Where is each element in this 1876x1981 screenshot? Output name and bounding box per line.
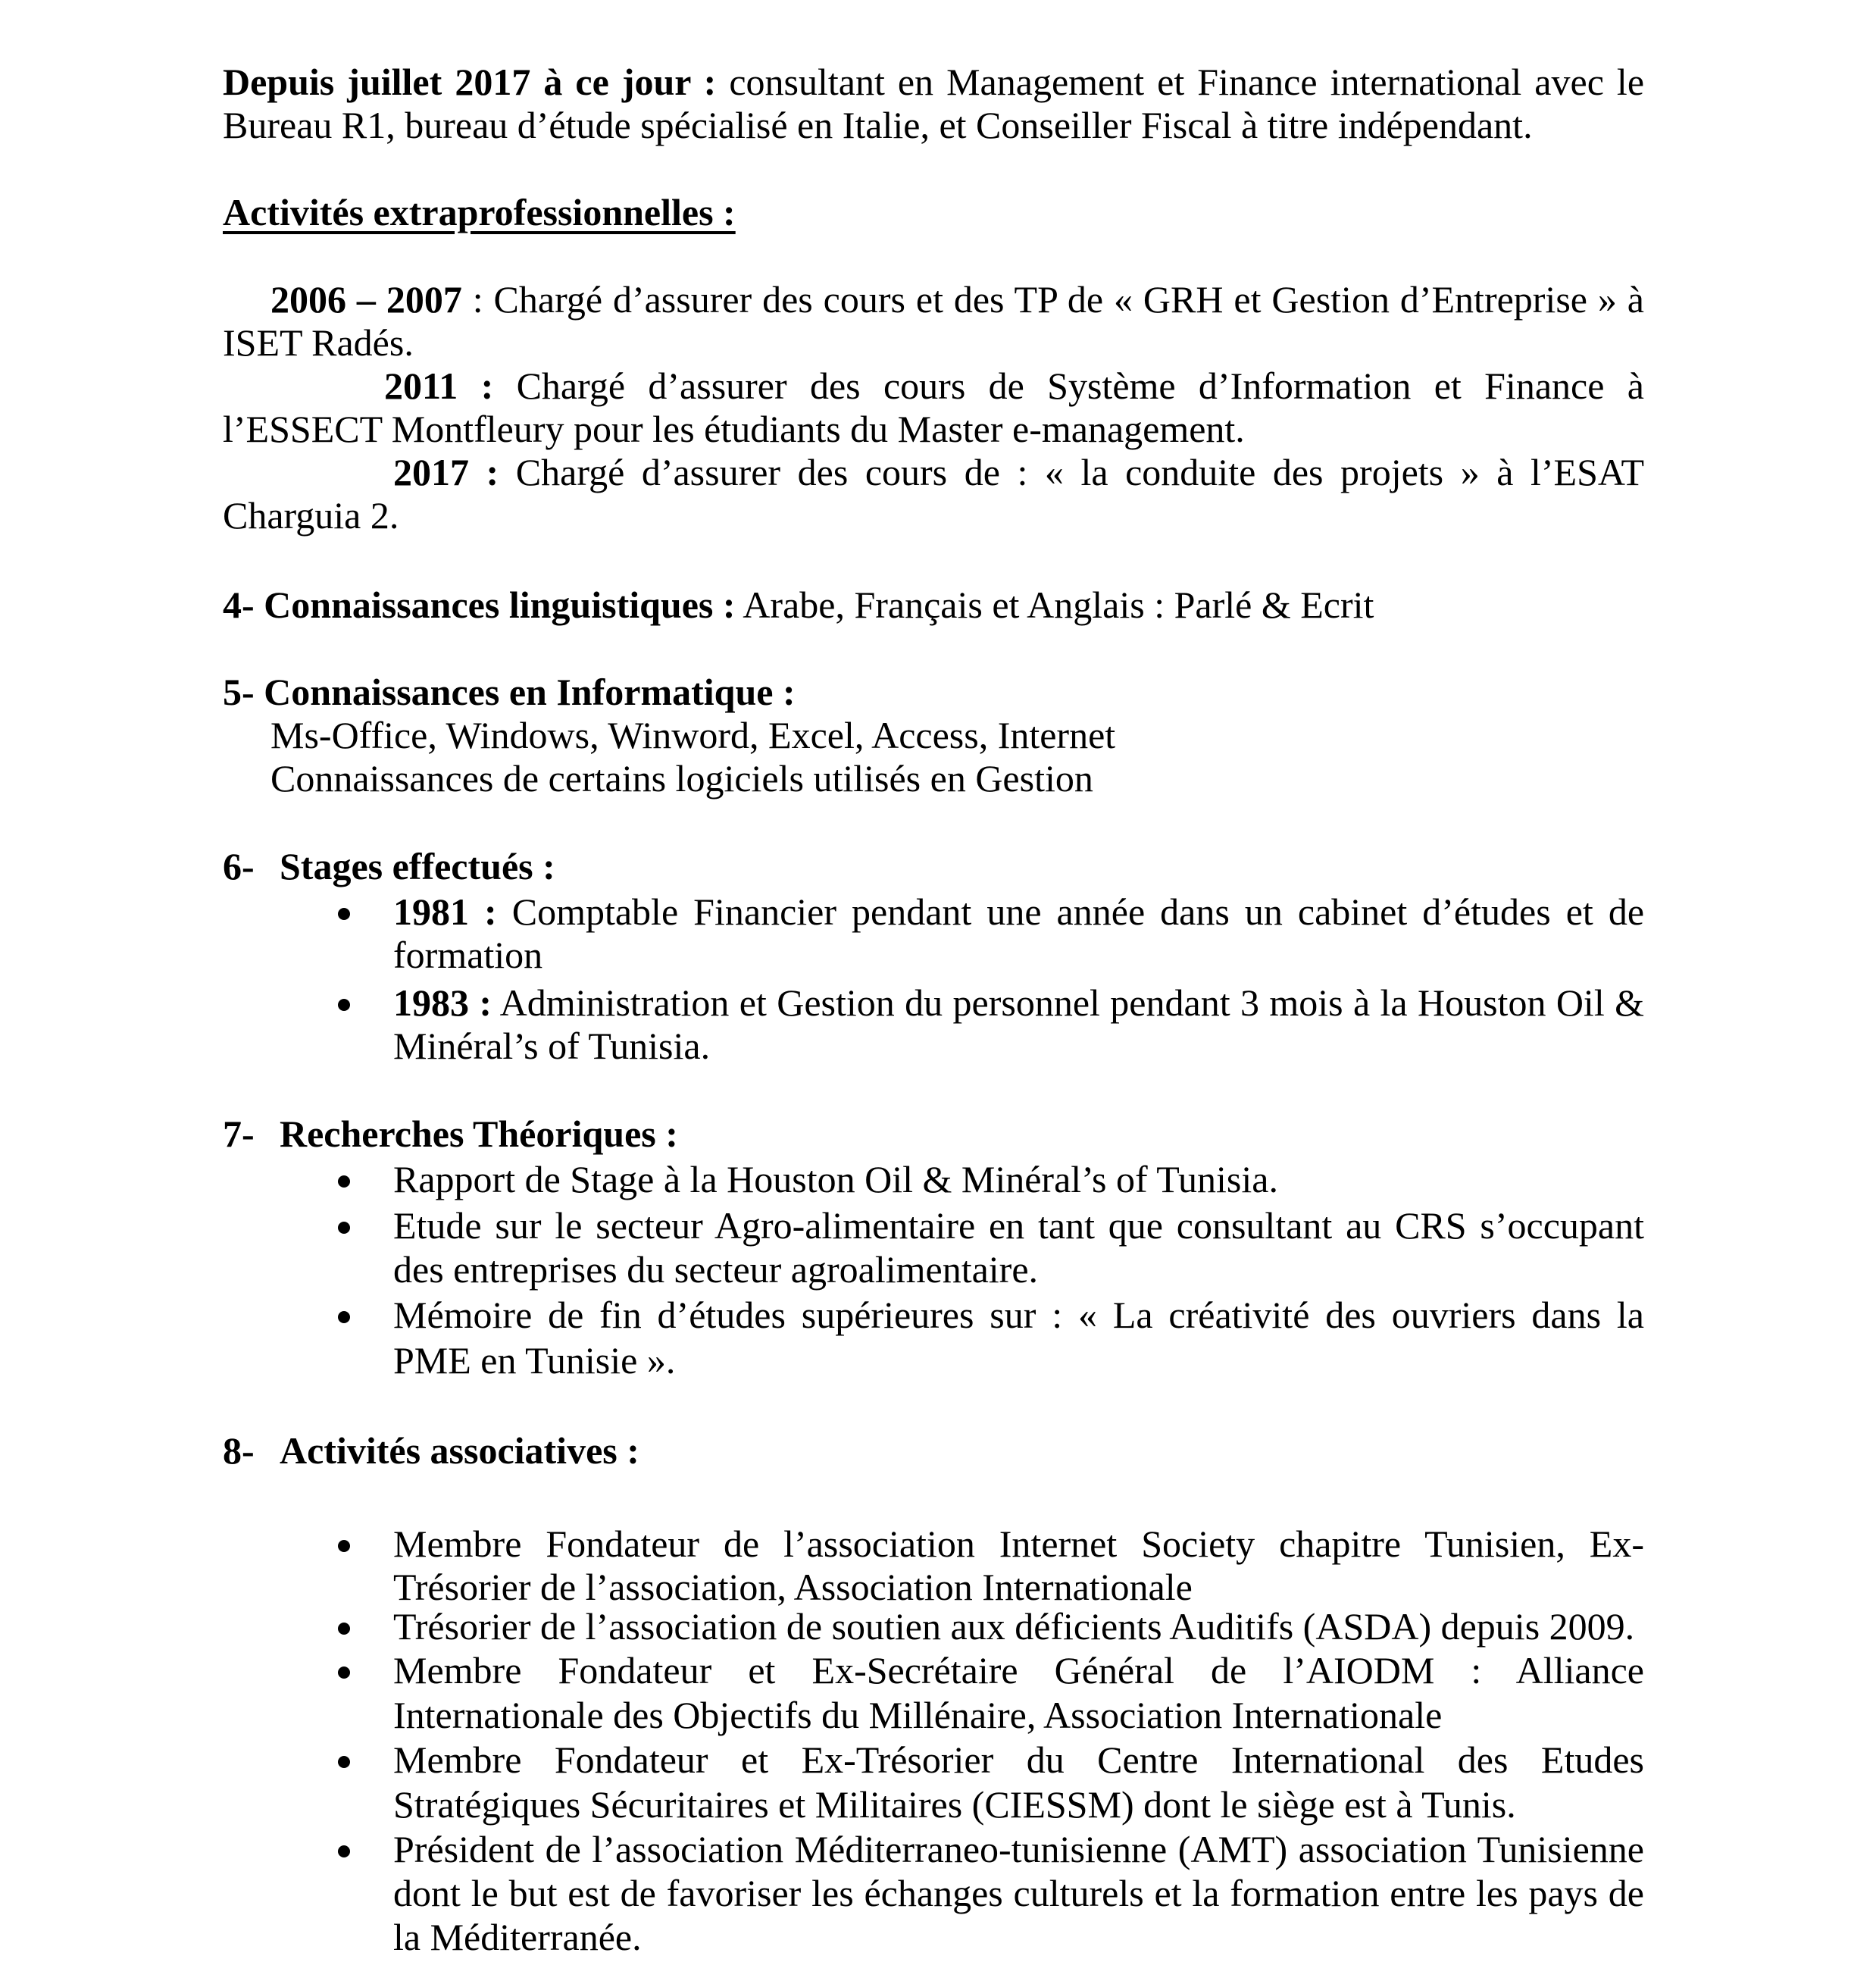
internship-item-2-line-2: Minéral’s of Tunisia.: [393, 1025, 711, 1067]
extra-item-3-line-1: [393, 451, 1644, 494]
research-item-3-line-1: Mémoire de fin d’études supérieures sur : « La créativité des ouvriers dans la: [393, 1294, 1644, 1336]
extra-item-3-text: Chargé d’assurer des cours de : « la conduite des projets » à l’ESAT: [515, 451, 1645, 493]
extra-item-1-text: Chargé d’assurer des cours et des TP de « GRH et Gestion d’Entreprise » à: [493, 278, 1644, 321]
bullet-icon: [338, 1756, 350, 1768]
internships-title: Stages effectués :: [280, 845, 555, 887]
internship-item-2-text: Administration et Gestion du personnel pendant 3 mois à la Houston Oil &: [499, 981, 1644, 1024]
association-item-1-line-2: Trésorier de l’association, Association Internationale: [393, 1566, 1193, 1608]
association-item-5-line-1: Président de l’association Méditerraneo-tunisienne (AMT) association Tunisienne: [393, 1828, 1644, 1870]
extra-item-2-text: Chargé d’assurer des cours de Système d’Information et Finance à: [516, 365, 1644, 407]
intro-text: consultant en Management et Finance international avec le: [729, 61, 1645, 103]
internship-item-2-line-1: [393, 981, 1644, 1025]
extra-item-2-line-1: [384, 365, 1644, 408]
association-item-3-line-2: Internationale des Objectifs du Millénaire, Association Internationale: [393, 1694, 1443, 1736]
association-item-3-line-1: Membre Fondateur et Ex-Secrétaire Général de l’AIODM : Alliance: [393, 1649, 1644, 1692]
bullet-icon: [338, 1175, 350, 1188]
extra-item-2-year: 2011 :: [384, 365, 494, 407]
languages-value: Arabe, Français et Anglais : Parlé & Ecrit: [743, 584, 1374, 626]
association-item-5-line-3: la Méditerranée.: [393, 1916, 642, 1958]
intro-line-1: [223, 61, 1644, 104]
research-item-2-line-1: Etude sur le secteur Agro-alimentaire en tant que consultant au CRS s’occupant: [393, 1204, 1644, 1247]
association-item-1-line-1: Membre Fondateur de l’association Internet Society chapitre Tunisien, Ex-: [393, 1523, 1644, 1565]
association-item-2-line-1: Trésorier de l’association de soutien aux déficients Auditifs (ASDA) depuis 2009.: [393, 1605, 1635, 1648]
internship-item-2-year: 1983 :: [393, 981, 492, 1024]
internship-item-1-line-1: [393, 890, 1644, 934]
internship-item-1-line-2: formation: [393, 934, 543, 976]
association-item-4-line-2: Stratégiques Sécuritaires et Militaires (CIESSM) dont le siège est à Tunis.: [393, 1783, 1516, 1826]
bullet-icon: [338, 1311, 350, 1323]
association-item-4-line-1: Membre Fondateur et Ex-Trésorier du Centre International des Etudes: [393, 1738, 1644, 1781]
associations-heading: [223, 1429, 639, 1472]
extra-item-1-line-2: ISET Radés.: [223, 321, 414, 364]
languages-heading: 4- Connaissances linguistiques :: [223, 584, 736, 626]
bullet-icon: [338, 1845, 350, 1857]
languages-line: [223, 584, 1374, 627]
research-item-1-line-1: Rapport de Stage à la Houston Oil & Minéral’s of Tunisia.: [393, 1158, 1278, 1200]
extra-item-1-sep: :: [461, 278, 494, 321]
research-heading: [223, 1113, 678, 1156]
extra-item-3-line-2: Charguia 2.: [223, 494, 399, 537]
research-item-2-line-2: des entreprises du secteur agroalimentaire.: [393, 1248, 1039, 1291]
bullet-icon: [338, 1540, 350, 1552]
bullet-icon: [338, 1623, 350, 1635]
extra-item-1-line-1: [270, 278, 1644, 321]
bullet-icon: [338, 908, 350, 920]
internships-heading: [223, 845, 555, 888]
internships-number: 6-: [223, 845, 255, 887]
research-item-3-line-2: PME en Tunisie ».: [393, 1339, 676, 1382]
associations-title: Activités associatives :: [280, 1429, 639, 1472]
association-item-5-line-2: dont le but est de favoriser les échanges culturels et la formation entre les pays de: [393, 1872, 1644, 1914]
extra-item-3-year: 2017 :: [393, 451, 499, 493]
associations-number: 8-: [223, 1429, 255, 1472]
computing-line-2: Connaissances de certains logiciels utilisés en Gestion: [270, 757, 1093, 800]
research-title: Recherches Théoriques :: [280, 1113, 678, 1155]
bullet-icon: [338, 999, 350, 1011]
internship-item-1-text: Comptable Financier pendant une année dans un cabinet d’études et de: [511, 890, 1645, 933]
bullet-icon: [338, 1222, 350, 1234]
extra-heading: Activités extraprofessionnelles :: [223, 191, 736, 233]
internship-item-1-year: 1981 :: [393, 890, 497, 933]
computing-line-1: Ms-Office, Windows, Winword, Excel, Access, Internet: [270, 714, 1116, 756]
extra-item-2-line-2: l’ESSECT Montfleury pour les étudiants du Master e-management.: [223, 408, 1245, 450]
computing-heading: 5- Connaissances en Informatique :: [223, 671, 796, 713]
bullet-icon: [338, 1666, 350, 1679]
intro-lead: Depuis juillet 2017 à ce jour :: [223, 61, 717, 103]
extra-item-1-year: 2006 – 2007: [270, 278, 462, 321]
research-number: 7-: [223, 1113, 255, 1155]
intro-line-2: Bureau R1, bureau d’étude spécialisé en Italie, et Conseiller Fiscal à titre indépendant.: [223, 104, 1533, 146]
